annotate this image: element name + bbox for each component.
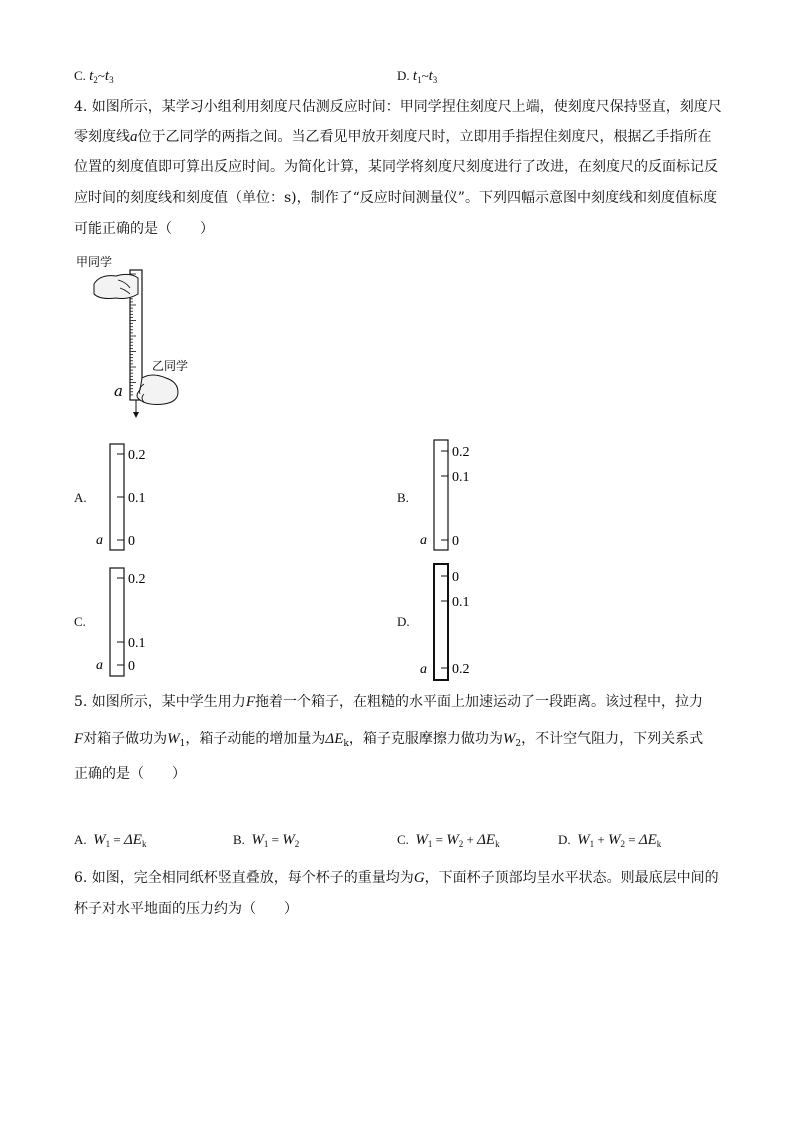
svg-text:0.2: 0.2: [128, 448, 146, 463]
svg-text:0.1: 0.1: [452, 470, 470, 485]
q4-stem-line-3: 位置的刻度值即可算出反应时间。为简化计算，某同学将刻度尺刻度进行了改进，在刻度尺的反面标记反: [74, 159, 718, 175]
svg-text:0: 0: [452, 570, 459, 585]
q4-stem-line-1: 4. 如图所示，某学习小组利用刻度尺估测反应时间：甲同学捏住刻度尺上端，使刻度尺保持竖直，刻度尺: [74, 99, 722, 115]
svg-text:0: 0: [128, 659, 135, 674]
svg-text:0: 0: [452, 534, 459, 549]
q4-option-a-label: A.: [74, 490, 87, 505]
q3-option-d: D. $t_1\sim t_3$: [397, 68, 438, 85]
q5-option-d: D. $W_1 + W_2 = \Delta E_k$: [558, 832, 662, 849]
svg-text:0: 0: [128, 534, 135, 549]
q4-option-b-label: B.: [397, 490, 409, 505]
q4-option-b-ruler: [414, 436, 494, 554]
label-person-a: 甲同学: [76, 255, 113, 269]
svg-text:0.2: 0.2: [452, 445, 470, 460]
q5-option-b: B. $W_1 = W_2$: [233, 832, 300, 849]
q5-stem-line-1: 5. 如图所示，某中学生用力F拖着一个箱子，在粗糙的水平面上加速运动了一段距离。该过程中，拉力: [74, 694, 703, 710]
q4-stem-line-2: 零刻度线a位于乙同学的两指之间。当乙看见甲放开刻度尺时，立即用手指捏住刻度尺，根据乙手指所在: [74, 129, 712, 145]
svg-text:a: a: [96, 533, 103, 548]
q6-stem-line-2: 杯子对水平地面的压力约为（ ）: [74, 901, 298, 917]
q4-option-c-ruler: [90, 564, 170, 680]
q4-stem-line-5: 可能正确的是（ ）: [74, 221, 214, 237]
svg-text:0.1: 0.1: [128, 491, 146, 506]
svg-text:a: a: [96, 658, 103, 673]
svg-text:a: a: [420, 533, 427, 548]
q6-stem-line-1: 6. 如图，完全相同纸杯竖直叠放，每个杯子的重量均为G，下面杯子顶部均呈水平状态。则最底层中间的: [74, 870, 719, 886]
mark-a: a: [114, 382, 123, 400]
hand-b-icon: [137, 375, 178, 405]
q4-stem-line-4: 应时间的刻度线和刻度值（单位：s)，制作了“反应时间测量仪”。下列四幅示意图中刻度线和刻度值标度: [74, 190, 717, 206]
svg-text:0.1: 0.1: [452, 595, 470, 610]
q4-option-d-ruler: [414, 560, 494, 684]
q4-option-c-label: C.: [74, 614, 86, 629]
q4-option-a-ruler: [90, 438, 170, 554]
svg-text:0.2: 0.2: [452, 662, 470, 677]
svg-text:0.2: 0.2: [128, 572, 146, 587]
q5-stem-line-2: F对箱子做功为$W_1$，箱子动能的增加量为$\Delta E_k$，箱子克服摩擦力做功为$W_2$，不计空气阻力，下列关系式: [74, 731, 704, 749]
q4-ruler-figure: [74, 250, 214, 420]
q5-option-a: A. $W_1 = \Delta E_k$: [74, 832, 147, 849]
svg-text:0.1: 0.1: [128, 636, 146, 651]
q3-option-c: C. $t_2\sim t_3$: [74, 68, 114, 85]
q5-option-c: C. $W_1 = W_2 + \Delta E_k$: [397, 832, 500, 849]
q5-stem-line-3: 正确的是（ ）: [74, 766, 186, 782]
q4-option-d-label: D.: [397, 614, 410, 629]
hand-a-icon: [94, 274, 138, 298]
svg-text:a: a: [420, 662, 427, 677]
label-person-b: 乙同学: [152, 359, 189, 373]
arrow-down-icon: [133, 412, 139, 418]
